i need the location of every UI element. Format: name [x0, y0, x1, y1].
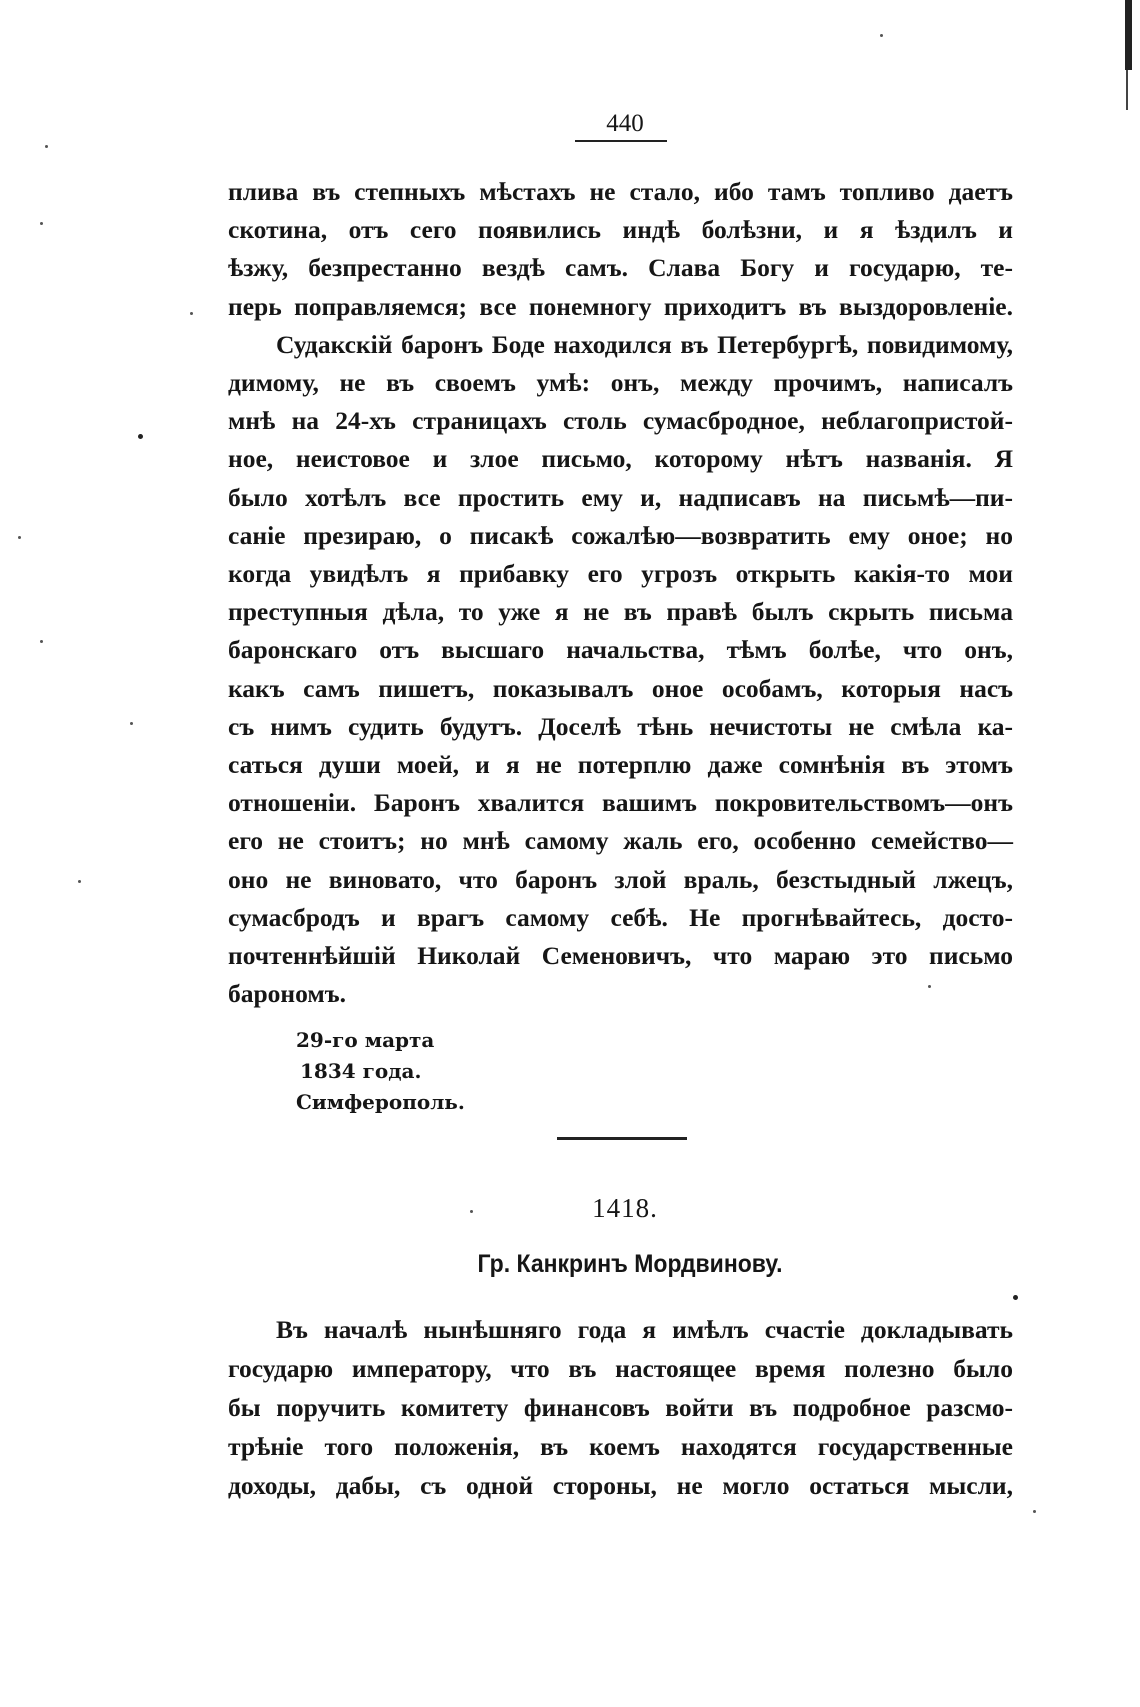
scan-speck: [1033, 1510, 1036, 1513]
text-line: когда увидѣлъ я прибавку его угрозъ открыть какія-то мои: [228, 559, 1013, 589]
text-line: саться души моей, и я не потерплю даже сомнѣнія въ этомъ: [228, 750, 1013, 780]
text-line: скотина, отъ сего появились индѣ болѣзни, и я ѣздилъ и: [228, 215, 1013, 245]
text-line: отношеніи. Баронъ хвалится вашимъ покровительствомъ—онъ: [228, 788, 1013, 818]
page-number-underline: [575, 140, 667, 142]
text-line: ѣзжу, безпрестанно вездѣ самъ. Слава Богу и государю, те-: [228, 253, 1013, 283]
text-line: доходы, дабы, съ одной стороны, не могло остаться мысли,: [228, 1471, 1013, 1500]
text-line: оно не виновато, что баронъ злой враль, безстыдный лжецъ,: [228, 864, 1013, 894]
scan-speck: [130, 722, 133, 725]
scan-speck: [45, 145, 48, 148]
text-line: саніе презираю, о писакѣ сожалѣю—возвратить ему оное; но: [228, 520, 1013, 550]
text-line: барономъ.: [228, 979, 346, 1009]
scan-speck: [190, 312, 193, 315]
text-line: баронскаго отъ высшаго начальства, тѣмъ болѣе, что онъ,: [228, 635, 1013, 665]
text-line: почтеннѣйшій Николай Семеновичъ, что мараю это письмо: [228, 941, 1013, 971]
letter-1-body: [228, 173, 1013, 1013]
letter-1-dateline: [296, 1025, 465, 1118]
section-divider: [557, 1137, 687, 1140]
text-line: какъ самъ пишетъ, показывалъ оное особамъ, которыя насъ: [228, 673, 1013, 703]
text-line: преступныя дѣла, то уже я не въ правѣ былъ скрыть письма: [228, 597, 1013, 627]
text-line: перь поправляемся; все понемногу приходитъ въ выздоровленіе.: [228, 291, 1013, 321]
text-line: государю императору, что въ настоящее время полезно было: [228, 1354, 1013, 1383]
text-line: бы поручить комитету финансовъ войти въ подробное разсмо-: [228, 1393, 1013, 1422]
text-line: плива въ степныхъ мѣстахъ не стало, ибо тамъ топливо даетъ: [228, 177, 1013, 206]
scan-speck: [1013, 1295, 1018, 1300]
letter-heading: Гр. Канкринъ Мордвинову.: [477, 1250, 783, 1278]
scan-speck: [40, 640, 43, 643]
text-line: сумасбродъ и врагъ самому себѣ. Не прогнѣвайтесь, досто-: [228, 902, 1013, 932]
page-edge-mark-thin: [1126, 70, 1128, 110]
text-line: ное, неистовое и злое письмо, которому нѣтъ названія. Я: [228, 444, 1013, 474]
letter-number: 1418.: [592, 1193, 658, 1223]
text-line: съ нимъ судить будутъ. Доселѣ тѣнь нечистоты не смѣла ка-: [228, 711, 1013, 741]
text-line: было хотѣлъ все простить ему и, надписавъ на письмѣ—пи-: [228, 482, 1013, 512]
scan-speck: [928, 985, 931, 988]
date-year: 1834 года.: [300, 1059, 422, 1083]
date-place: Симферополь.: [296, 1090, 465, 1114]
page-edge-mark: [1125, 0, 1132, 70]
scan-speck: [470, 1210, 473, 1213]
letter-2-body: [228, 1310, 1013, 1505]
text-line: димому, не въ своемъ умѣ: онъ, между прочимъ, написалъ: [228, 368, 1013, 398]
text-line: Въ началѣ нынѣшняго года я имѣлъ счастіе докладывать: [276, 1315, 1013, 1344]
scan-speck: [880, 34, 883, 37]
text-line: его не стоитъ; но мнѣ самому жаль его, особенно семейство—: [228, 826, 1013, 856]
scan-speck: [78, 880, 81, 883]
text-line: Судакскій баронъ Боде находился въ Петербургѣ, повидимому,: [276, 329, 1013, 359]
text-line: мнѣ на 24-хъ страницахъ столь сумасбродное, неблагопристой-: [228, 406, 1013, 436]
scan-speck: [40, 222, 43, 225]
date-day: 29-го марта: [296, 1028, 435, 1052]
text-line: трѣніе того положенія, въ коемъ находятся государственные: [228, 1432, 1013, 1461]
scan-speck: [18, 536, 21, 539]
page-number: 440: [606, 110, 644, 137]
scan-speck: [138, 434, 143, 439]
